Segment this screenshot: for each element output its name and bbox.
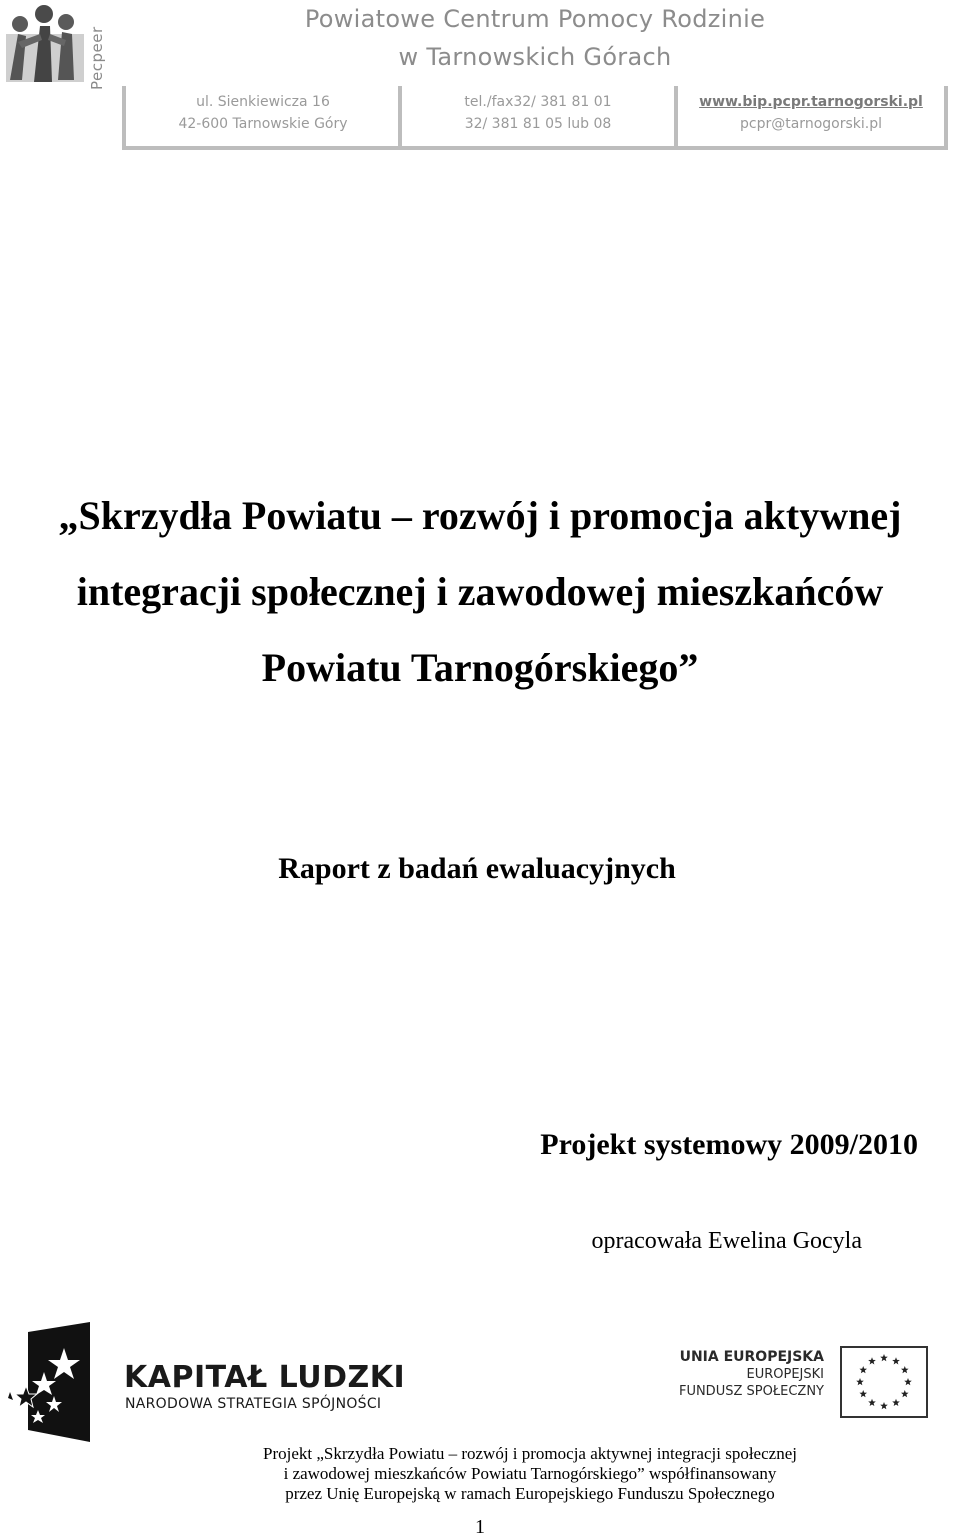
title-line: „Skrzydła Powiatu – rozwój i promocja aktywnej [58, 493, 902, 538]
kapital-ludzki-title: KAPITAŁ LUDZKI [124, 1360, 406, 1395]
eu-star [880, 1354, 888, 1361]
contact-divider [398, 86, 402, 150]
eu-text-block [679, 1348, 824, 1400]
eu-line2: EUROPEJSKI [746, 1367, 824, 1382]
title-line: Powiatu Tarnogórskiego” [261, 645, 699, 690]
eu-line3: FUNDUSZ SPOŁECZNY [678, 1384, 824, 1399]
eu-star [859, 1366, 867, 1373]
phone-line1: tel./fax32/ 381 81 01 [464, 94, 612, 110]
kapital-ludzki-logo [8, 1322, 92, 1442]
eu-star [868, 1399, 876, 1406]
footer-line: Projekt „Skrzydła Powiatu – rozwój i promocja aktywnej integracji społecznej [263, 1444, 797, 1463]
logo-wordmark: Pecpeer [88, 26, 106, 90]
project-name: Projekt systemowy 2009/2010 [540, 1128, 918, 1161]
eu-star [892, 1399, 900, 1406]
document-title [0, 478, 960, 706]
website-link[interactable]: www.bip.pcpr.tarnogorski.pl [699, 94, 923, 110]
eu-star [901, 1366, 909, 1373]
phone-line2: 32/ 381 81 05 lub 08 [464, 116, 612, 132]
eu-flag-icon [840, 1346, 928, 1418]
document-subtitle: Raport z badań ewaluacyjnych [278, 852, 676, 885]
eu-star [856, 1378, 864, 1385]
org-name-line1: Powiatowe Centrum Pomocy Rodzinie [304, 5, 766, 33]
eu-star [892, 1357, 900, 1364]
page-number: 1 [475, 1516, 485, 1538]
pcpr-logo [0, 0, 90, 90]
eu-star [868, 1357, 876, 1364]
footer-line: przez Unię Europejską w ramach Europejskiego Funduszu Społecznego [285, 1484, 775, 1503]
contact-divider [674, 86, 678, 150]
web-block [680, 94, 942, 132]
eu-star [904, 1378, 912, 1385]
eu-star [880, 1402, 888, 1409]
author-line: opracowała Ewelina Gocyla [591, 1228, 862, 1254]
address-line2: 42-600 Tarnowskie Góry [178, 116, 348, 132]
kapital-ludzki-subtitle: NARODOWA STRATEGIA SPÓJNOŚCI [125, 1396, 382, 1412]
org-name-line2: w Tarnowskich Górach [398, 43, 672, 71]
email-text: pcpr@tarnogorski.pl [740, 116, 882, 132]
title-line: integracji społecznej i zawodowej mieszkańców [76, 569, 884, 614]
address-block [130, 94, 396, 132]
phone-block [404, 94, 672, 132]
eu-line1: UNIA EUROPEJSKA [679, 1349, 824, 1365]
footer-note [200, 1444, 860, 1504]
eu-star [901, 1390, 909, 1397]
address-line1: ul. Sienkiewicza 16 [196, 94, 330, 110]
eu-star [859, 1390, 867, 1397]
footer-line: i zawodowej mieszkańców Powiatu Tarnogórskiego” współfinansowany [283, 1464, 777, 1483]
